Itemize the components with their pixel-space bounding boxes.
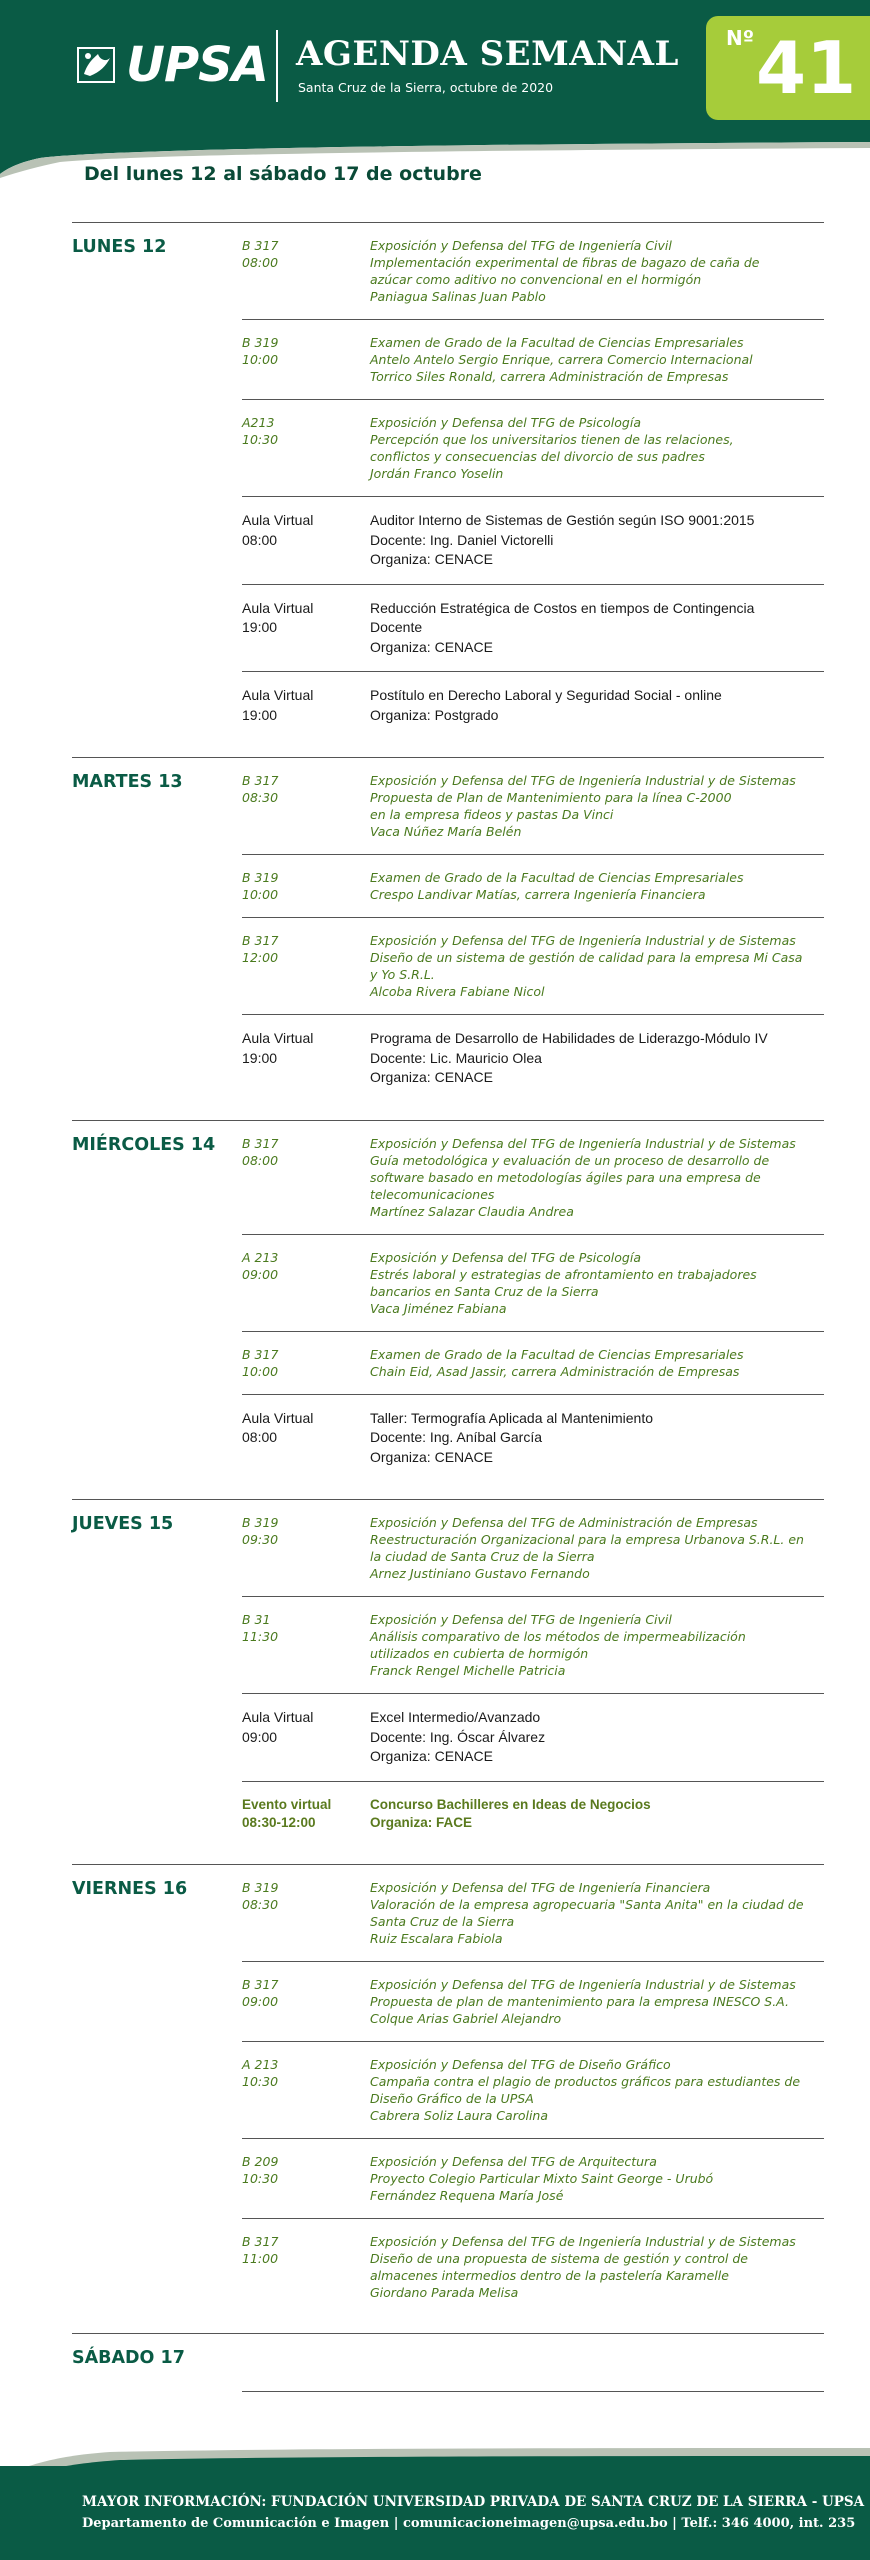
event-room: Aula Virtual [242, 687, 314, 703]
event-title: Exposición y Defensa del TFG de Arquitectura [370, 2153, 657, 2169]
event-location-time [242, 334, 370, 385]
event-detail-line: Docente: Ing. Aníbal García [370, 1429, 542, 1445]
event-title: Programa de Desarrollo de Habilidades de Liderazgo-Módulo IV [370, 1030, 768, 1046]
event-details [370, 932, 824, 1000]
event-detail-line: telecomunicaciones [370, 1186, 495, 1202]
event-location-time [242, 1409, 370, 1468]
event-details [370, 2233, 824, 2301]
event-location-time [242, 511, 370, 570]
event-title: Exposición y Defensa del TFG de Ingeniería Financiera [370, 1879, 711, 1895]
day-name: MIÉRCOLES 14 [72, 1134, 216, 1155]
event-details [370, 2153, 824, 2204]
event-detail-line: Diseño de una propuesta de sistema de gestión y control de [370, 2250, 748, 2266]
page-title: AGENDA SEMANAL [296, 34, 679, 74]
event-room: B 317 [242, 2233, 279, 2249]
event-time: 19:00 [242, 1049, 278, 1066]
event-location-time [242, 869, 370, 903]
event-row [242, 2218, 824, 2315]
event-detail-line: utilizados en cubierta de hormigón [370, 1646, 589, 1661]
event-time: 10:30 [242, 2073, 279, 2089]
event-details [370, 1796, 824, 1832]
event-details [370, 1976, 824, 2027]
event-location-time [242, 1514, 370, 1582]
event-list [242, 1500, 824, 1864]
event-room: Aula Virtual [242, 1409, 314, 1426]
event-time: 08:30 [242, 1896, 279, 1912]
event-detail-line: Arnez Justiniano Gustavo Fernando [370, 1566, 590, 1581]
footer [0, 2466, 870, 2560]
event-time: 10:00 [242, 352, 279, 367]
event-row [242, 1121, 824, 1234]
event-detail-line: Antelo Antelo Sergio Enrique, carrera Comercio Internacional [370, 352, 753, 367]
event-details [370, 1135, 824, 1220]
event-details [370, 237, 824, 305]
event-detail-line: Organiza: Postgrado [370, 706, 499, 723]
logo-text: UPSA [126, 37, 268, 93]
event-detail-line: Torrico Siles Ronald, carrera Administración de Empresas [370, 369, 729, 384]
day-name: JUEVES 15 [72, 1514, 174, 1534]
event-detail-line: Estrés laboral y estrategias de afrontamiento en trabajadores [370, 1266, 757, 1282]
event-title: Exposición y Defensa del TFG de Ingeniería Industrial y de Sistemas [370, 933, 796, 948]
event-room: B 317 [242, 1346, 279, 1362]
event-detail-line: Diseño de un sistema de gestión de calidad para la empresa Mi Casa [370, 950, 803, 965]
event-time: 19:00 [242, 706, 278, 723]
event-time: 09:00 [242, 1266, 279, 1282]
event-title: Auditor Interno de Sistemas de Gestión según ISO 9001:2015 [370, 512, 755, 528]
day-spacer [242, 1481, 824, 1499]
event-location-time [242, 237, 370, 305]
page-subtitle: Santa Cruz de la Sierra, octubre de 2020 [298, 80, 554, 95]
event-room: B 319 [242, 335, 279, 350]
event-location-time [242, 2153, 370, 2204]
header [0, 0, 870, 140]
event-room: B 317 [242, 1976, 279, 1992]
event-detail-line: Percepción que los universitarios tienen de las relaciones, [370, 432, 734, 447]
day-section [72, 757, 824, 1120]
event-title: Examen de Grado de la Facultad de Ciencias Empresariales [370, 870, 744, 885]
event-row [242, 1865, 824, 1961]
event-time: 08:00 [242, 1429, 278, 1445]
footer-info: MAYOR INFORMACIÓN: FUNDACIÓN UNIVERSIDAD PRIVADA DE SANTA CRUZ DE LA SIERRA - UPSA [82, 2494, 865, 2510]
event-row [242, 854, 824, 917]
event-title: Exposición y Defensa del TFG de Psicología [370, 415, 641, 430]
event-room: B 209 [242, 2153, 279, 2169]
event-detail-line: Franck Rengel Michelle Patricia [370, 1663, 566, 1678]
event-time: 08:00 [242, 255, 279, 270]
event-title: Exposición y Defensa del TFG de Ingeniería Industrial y de Sistemas [370, 1135, 796, 1151]
event-title: Excel Intermedio/Avanzado [370, 1709, 541, 1725]
event-details [370, 1708, 824, 1767]
event-detail-line: Diseño Gráfico de la UPSA [370, 2090, 534, 2106]
event-row [242, 1234, 824, 1331]
event-time: 08:00 [242, 1152, 279, 1168]
event-detail-line: Campaña contra el plagio de productos gráficos para estudiantes de [370, 2073, 801, 2089]
event-time: 10:00 [242, 1363, 279, 1379]
event-time: 09:30 [242, 1532, 279, 1547]
event-row [242, 2138, 824, 2218]
event-details [370, 1346, 824, 1380]
event-room: B 319 [242, 1515, 279, 1530]
day-section [72, 2333, 824, 2392]
event-location-time [242, 1708, 370, 1767]
event-location-time [242, 1135, 370, 1220]
event-time: 10:30 [242, 2170, 279, 2186]
event-detail-line: Organiza: CENACE [370, 1448, 493, 1465]
event-detail-line: almacenes intermedios dentro de la pastelería Karamelle [370, 2267, 729, 2283]
event-row [242, 1331, 824, 1394]
event-row [242, 1394, 824, 1482]
event-detail-line: Guía metodológica y evaluación de un proceso de desarrollo de [370, 1152, 770, 1168]
day-spacer [242, 1846, 824, 1864]
event-detail-line: Docente: Ing. Daniel Victorelli [370, 531, 554, 548]
event-list [242, 1121, 824, 1500]
event-location-time [242, 1976, 370, 2027]
event-detail-line: Docente [370, 619, 423, 635]
event-title: Examen de Grado de la Facultad de Ciencias Empresariales [370, 1346, 744, 1362]
event-title: Postítulo en Derecho Laboral y Seguridad Social - online [370, 687, 722, 703]
event-detail-line: la ciudad de Santa Cruz de la Sierra [370, 1549, 595, 1564]
issue-badge [706, 16, 870, 120]
event-room: A 213 [242, 2056, 279, 2072]
event-details [370, 686, 824, 725]
event-time: 09:00 [242, 1993, 279, 2009]
event-detail-line: Vaca Núñez María Belén [370, 824, 522, 839]
footer-contact: Departamento de Comunicación e Imagen | comunicacioneimagen@upsa.edu.bo | Telf.: 346 4000, int. 235 [82, 2516, 856, 2531]
event-location-time [242, 1249, 370, 1317]
event-row [242, 1961, 824, 2041]
event-details [370, 2056, 824, 2124]
event-location-time [242, 1879, 370, 1947]
event-title: Exposición y Defensa del TFG de Ingeniería Industrial y de Sistemas [370, 2233, 796, 2249]
day-section [72, 1120, 824, 1500]
event-detail-line: en la empresa fideos y pastas Da Vinci [370, 807, 614, 822]
event-detail-line: Paniagua Salinas Juan Pablo [370, 289, 546, 304]
event-room: Aula Virtual [242, 1709, 314, 1725]
event-title: Exposición y Defensa del TFG de Diseño Gráfico [370, 2056, 671, 2072]
issue-number: 41 [756, 26, 857, 110]
event-time: 10:30 [242, 432, 279, 447]
event-title: Exposición y Defensa del TFG de Ingeniería Civil [370, 238, 672, 253]
event-time: 08:30 [242, 790, 279, 805]
event-time: 11:00 [242, 2250, 279, 2266]
event-row [242, 1500, 824, 1596]
event-room: Aula Virtual [242, 599, 314, 616]
event-detail-line: software basado en metodologías ágiles para una empresa de [370, 1169, 761, 1185]
day-name: MARTES 13 [72, 772, 183, 792]
event-row [242, 1781, 824, 1846]
event-room: B 31 [242, 1612, 271, 1627]
event-detail-line: Cabrera Soliz Laura Carolina [370, 2107, 549, 2123]
event-details [370, 1409, 824, 1468]
event-time: 08:30-12:00 [242, 1814, 316, 1830]
event-detail-line: Organiza: CENACE [370, 638, 493, 655]
event-time: 12:00 [242, 950, 279, 965]
event-detail-line: Alcoba Rivera Fabiane Nicol [370, 984, 545, 999]
event-time: 09:00 [242, 1728, 278, 1745]
event-room: Evento virtual [242, 1796, 332, 1812]
event-details [370, 772, 824, 840]
event-list [242, 223, 824, 757]
day-spacer [242, 1102, 824, 1120]
event-room: B 317 [242, 773, 279, 788]
event-details [370, 1879, 824, 1947]
event-detail-line: Reestructuración Organizacional para la empresa Urbanova S.R.L. en [370, 1532, 804, 1547]
event-location-time [242, 1611, 370, 1679]
event-title: Exposición y Defensa del TFG de Ingeniería Industrial y de Sistemas [370, 1976, 796, 1992]
event-title: Exposición y Defensa del TFG de Psicología [370, 1249, 641, 1265]
day-spacer [242, 739, 824, 757]
event-row [242, 319, 824, 399]
day-name: LUNES 12 [72, 237, 167, 257]
event-details [370, 1514, 824, 1582]
event-title: Exposición y Defensa del TFG de Ingeniería Industrial y de Sistemas [370, 773, 796, 788]
event-row [242, 496, 824, 584]
event-list [242, 758, 824, 1120]
event-detail-line: Colque Arias Gabriel Alejandro [370, 2010, 562, 2026]
event-detail-line: Crespo Landivar Matías, carrera Ingeniería Financiera [370, 887, 706, 902]
event-detail-line: Organiza: FACE [370, 1814, 473, 1830]
event-time: 08:00 [242, 531, 278, 548]
event-row [242, 223, 824, 319]
event-title: Reducción Estratégica de Costos en tiempos de Contingencia [370, 599, 755, 616]
event-detail-line: Organiza: CENACE [370, 1069, 493, 1085]
event-location-time [242, 2233, 370, 2301]
event-title: Concurso Bachilleres en Ideas de Negocios [370, 1796, 651, 1812]
event-detail-line: Implementación experimental de fibras de bagazo de caña de [370, 255, 760, 270]
event-details [370, 414, 824, 482]
event-location-time [242, 2056, 370, 2124]
event-time: 10:00 [242, 887, 279, 902]
event-detail-line: Docente: Lic. Mauricio Olea [370, 1049, 542, 1066]
event-details [370, 1029, 824, 1088]
day-name: SÁBADO 17 [72, 2347, 185, 2368]
event-detail-line: Chain Eid, Asad Jassir, carrera Administración de Empresas [370, 1363, 740, 1379]
event-details [370, 1249, 824, 1317]
day-section [72, 1499, 824, 1864]
event-list [242, 2334, 824, 2392]
event-list [242, 1865, 824, 2333]
event-row [242, 584, 824, 672]
event-location-time [242, 932, 370, 1000]
event-row [242, 1014, 824, 1102]
event-details [370, 1611, 824, 1679]
event-detail-line: Organiza: CENACE [370, 1748, 493, 1764]
event-room: Aula Virtual [242, 1030, 314, 1046]
day-section [72, 222, 824, 757]
event-details [370, 334, 824, 385]
event-row [242, 917, 824, 1014]
event-title: Exposición y Defensa del TFG de Ingeniería Civil [370, 1612, 672, 1627]
event-detail-line: y Yo S.R.L. [370, 967, 435, 982]
event-room: B 317 [242, 1135, 279, 1151]
event-room: Aula Virtual [242, 512, 314, 528]
event-location-time [242, 1796, 370, 1832]
event-row [242, 399, 824, 496]
event-row [242, 1693, 824, 1781]
day-spacer [242, 2315, 824, 2333]
header-divider [276, 30, 278, 102]
event-title: Examen de Grado de la Facultad de Ciencias Empresariales [370, 335, 744, 350]
event-location-time [242, 1346, 370, 1380]
agenda [72, 222, 824, 2392]
event-detail-line: Giordano Parada Melisa [370, 2284, 519, 2300]
event-detail-line: Martínez Salazar Claudia Andrea [370, 1203, 574, 1219]
event-location-time [242, 599, 370, 658]
upsa-emblem-icon [76, 44, 118, 86]
event-details [370, 869, 824, 903]
event-room: B 319 [242, 870, 279, 885]
day-name: VIERNES 16 [72, 1878, 188, 1899]
event-detail-line: Valoración de la empresa agropecuaria "Santa Anita" en la ciudad de [370, 1896, 804, 1912]
event-detail-line: Docente: Ing. Óscar Álvarez [370, 1728, 546, 1745]
date-range: Del lunes 12 al sábado 17 de octubre [84, 163, 482, 185]
event-detail-line: Organiza: CENACE [370, 551, 493, 567]
event-detail-line: bancarios en Santa Cruz de la Sierra [370, 1283, 599, 1299]
event-row [242, 758, 824, 854]
event-title: Exposición y Defensa del TFG de Administración de Empresas [370, 1515, 758, 1530]
event-row [242, 671, 824, 739]
event-details [370, 511, 824, 570]
event-title: Taller: Termografía Aplicada al Mantenimiento [370, 1409, 654, 1426]
event-room: A 213 [242, 1249, 279, 1265]
event-time: 19:00 [242, 619, 278, 635]
event-row [242, 2041, 824, 2138]
event-room: B 317 [242, 238, 279, 253]
event-location-time [242, 1029, 370, 1088]
event-detail-line: Análisis comparativo de los métodos de impermeabilización [370, 1629, 746, 1644]
event-detail-line: Santa Cruz de la Sierra [370, 1913, 515, 1929]
event-detail-line: Proyecto Colegio Particular Mixto Saint George - Urubó [370, 2170, 714, 2186]
event-detail-line: Propuesta de Plan de Mantenimiento para la línea C-2000 [370, 790, 732, 805]
event-location-time [242, 686, 370, 725]
event-detail-line: Jordán Franco Yoselin [370, 466, 504, 481]
event-time: 11:30 [242, 1629, 279, 1644]
event-detail-line: azúcar como aditivo no convencional en el hormigón [370, 272, 702, 287]
event-details [370, 599, 824, 658]
event-location-time [242, 414, 370, 482]
event-room: A213 [242, 415, 275, 430]
event-room: B 317 [242, 933, 279, 948]
event-detail-line: Ruiz Escalara Fabiola [370, 1930, 503, 1946]
event-detail-line: Propuesta de plan de mantenimiento para la empresa INESCO S.A. [370, 1993, 789, 2009]
event-detail-line: Fernández Requena María José [370, 2187, 564, 2203]
upsa-logo [76, 37, 268, 93]
event-row [242, 1596, 824, 1693]
event-location-time [242, 772, 370, 840]
event-detail-line: conflictos y consecuencias del divorcio de sus padres [370, 449, 705, 464]
event-detail-line: Vaca Jiménez Fabiana [370, 1300, 507, 1316]
issue-label: Nº [726, 26, 755, 50]
day-section [72, 1864, 824, 2333]
event-room: B 319 [242, 1879, 279, 1895]
